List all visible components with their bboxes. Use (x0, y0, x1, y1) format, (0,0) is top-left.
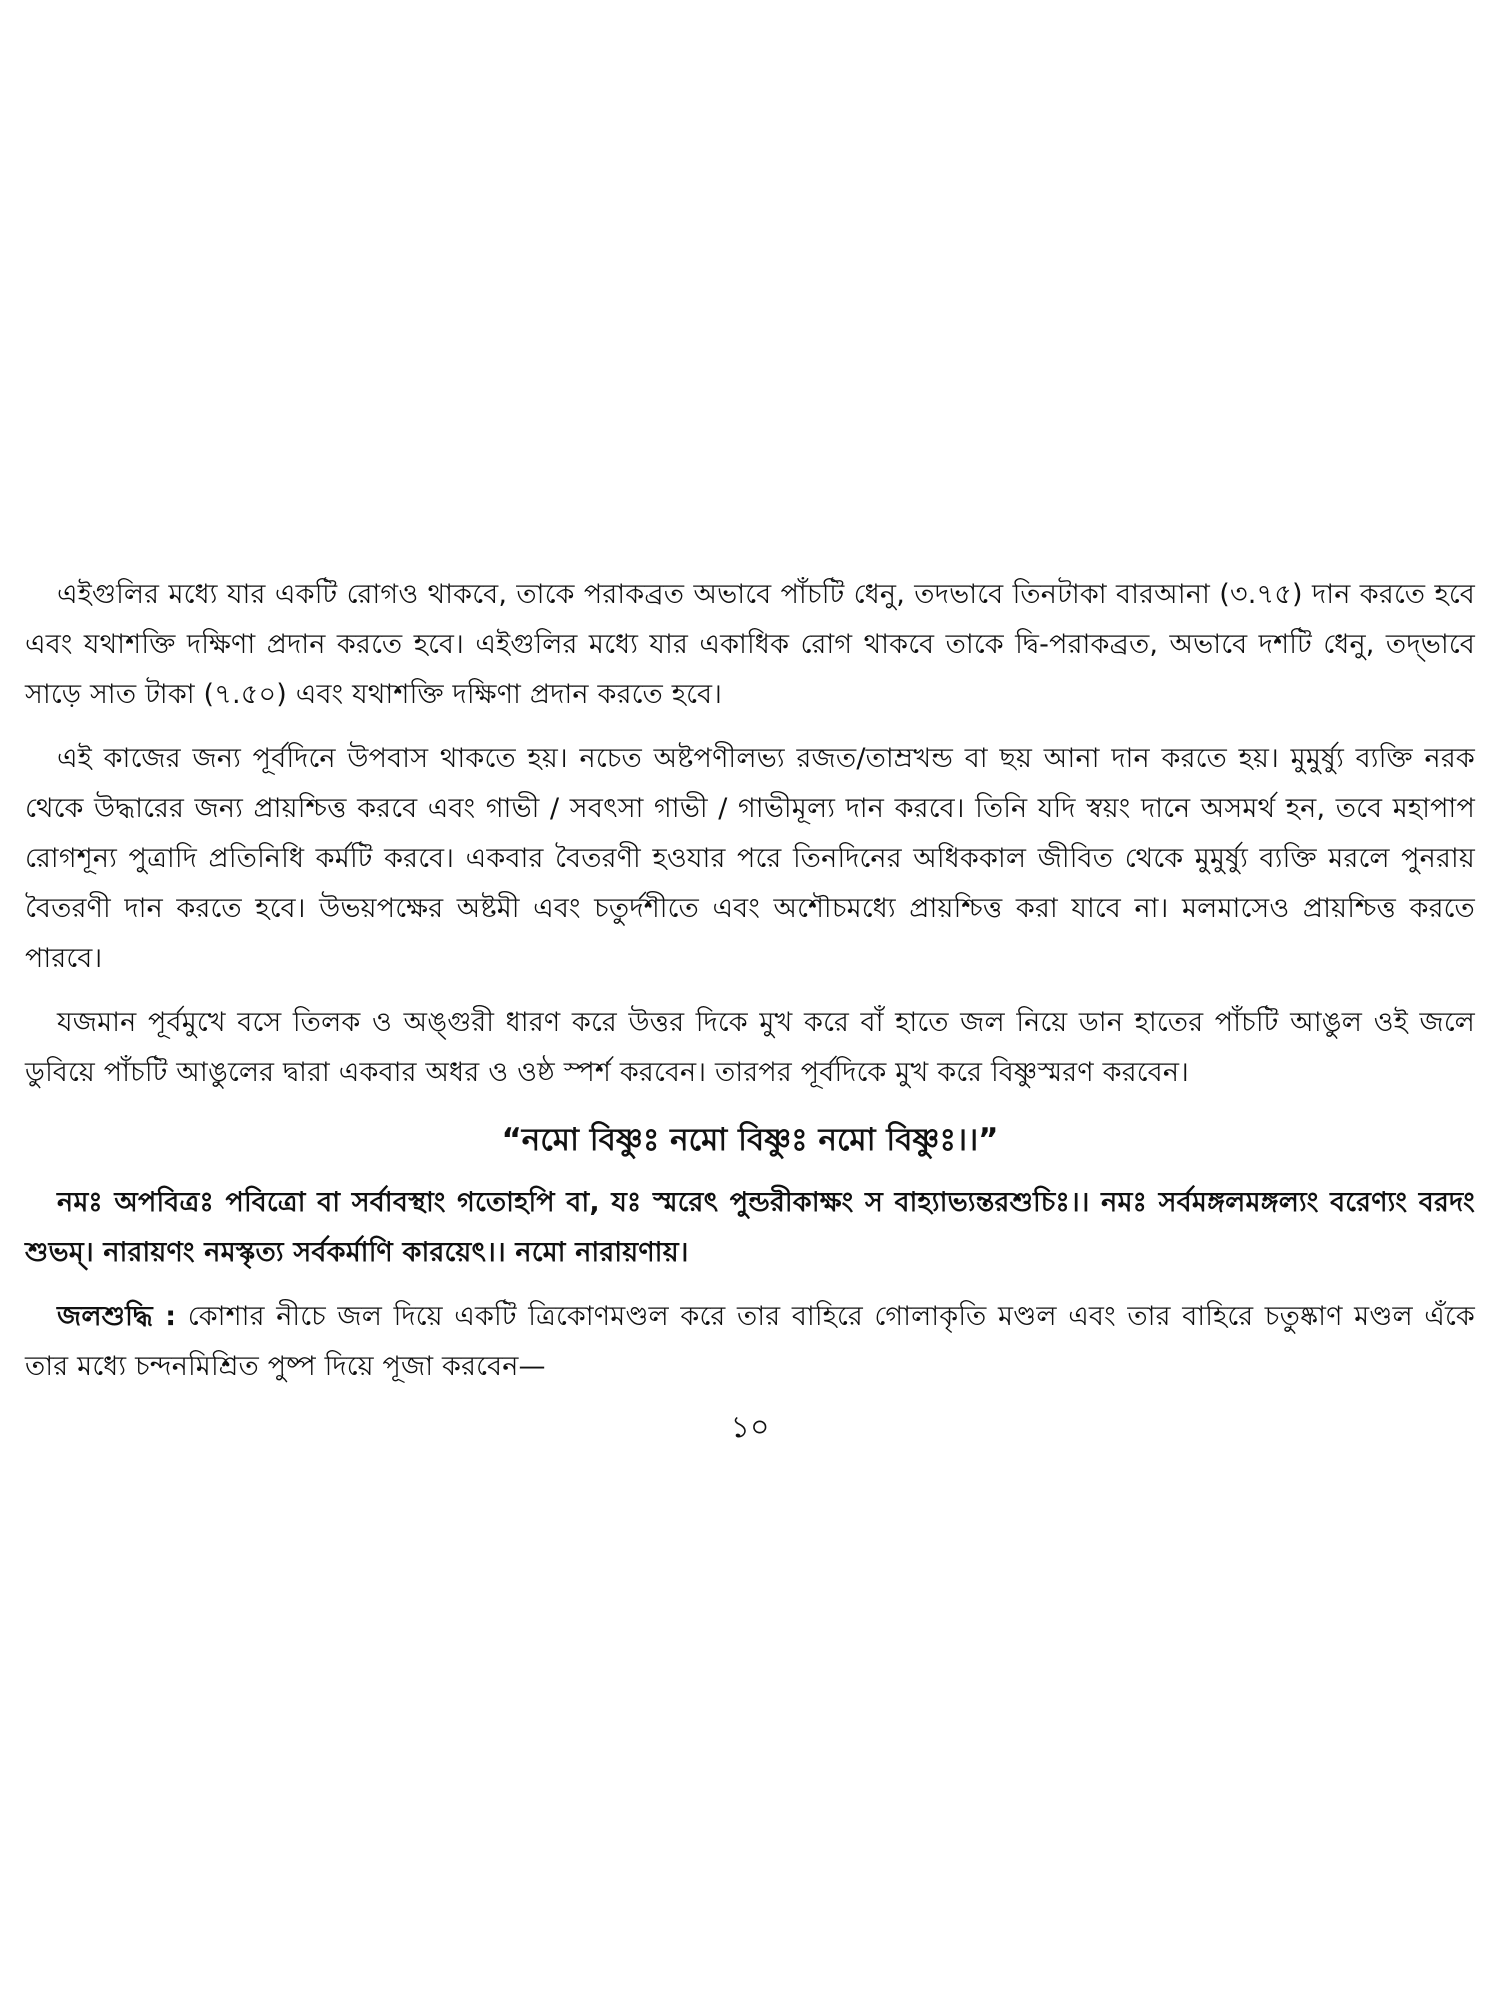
page-number: ১০ (730, 1410, 770, 1445)
document-body (25, 570, 1475, 1406)
jalashuddhi-text: কোশার নীচে জল দিয়ে একটি ত্রিকোণমণ্ডল করে তার বাহিরে গোলাকৃতি মণ্ডল এবং তার বাহিরে চতুষ্কাণ মণ্ডল এঁকে তার মধ্যে চন্দনমিশ্রিত পুষ্প দিয়ে পূজা করবেন— (25, 1301, 1475, 1382)
purification-sloka: নমঃ অপবিত্রঃ পবিত্রো বা সর্বাবস্থাং গতোহপি বা, যঃ স্মরেৎ পুন্ডরীকাক্ষং স বাহ্যাভ্যন্তরশুচিঃ।। নমঃ সর্বমঙ্গলমঙ্গল্যং বরেণ্যং বরদং শুভম্। নারায়ণং নমস্কৃত্য সর্বকর্মাণি কারয়েৎ।। নমো নারায়ণায়। (25, 1187, 1475, 1268)
paragraph-vaitarani-rules: এই কাজের জন্য পূর্বদিনে উপবাস থাকতে হয়। নচেত অষ্টপণীলভ্য রজত/তাম্রখন্ড বা ছয় আনা দান করতে হয়। মুমুর্ষ্যু ব্যক্তি নরক থেকে উদ্ধারের জন্য প্রায়শ্চিত্ত করবে এবং গাভী / সবৎসা গাভী / গাভীমূল্য দান করবে। তিনি যদি স্বয়ং দানে অসমর্থ হন, তবে মহাপাপ রোগশূন্য পুত্রাদি প্রতিনিধি কর্মটি করবে। একবার বৈতরণী হওযার পরে তিনদিনের অধিককাল জীবিত থেকে মুমুর্ষ্যু ব্যক্তি মরলে পুনরায় বৈতরণী দান করতে হবে। উভয়পক্ষের অষ্টমী এবং চতুর্দশীতে এবং অশৌচমধ্যে প্রায়শ্চিত্ত করা যাবে না। মলমাসেও প্রায়শ্চিত্ত করতে পারবে। (25, 743, 1475, 974)
vishnu-mantra: “নমো বিষ্ণুঃ নমো বিষ্ণুঃ নমো বিষ্ণুঃ।।” (501, 1122, 999, 1158)
paragraph-yajaman-instructions: যজমান পূর্বমুখে বসে তিলক ও অঙ্গুরী ধারণ করে উত্তর দিকে মুখ করে বাঁ হাতে জল নিয়ে ডান হাতের পাঁচটি আঙুল ওই জলে ডুবিয়ে পাঁচটি আঙুলের দ্বারা একবার অধর ও ওষ্ঠ স্পর্শ করবেন। তারপর পূর্বদিকে মুখ করে বিষ্ণুস্মরণ করবেন। (25, 1007, 1475, 1088)
paragraph-penance-rules: এইগুলির মধ্যে যার একটি রোগও থাকবে, তাকে পরাকব্রত অভাবে পাঁচটি ধেনু, তদভাবে তিনটাকা বারআনা (৩.৭৫) দান করতে হবে এবং যথাশক্তি দক্ষিণা প্রদান করতে হবে। এইগুলির মধ্যে যার একাধিক রোগ থাকবে তাকে দ্বি-পরাকব্রত, অভাবে দশটি ধেনু, তদ্‌ভাবে সাড়ে সাত টাকা (৭.৫০) এবং যথাশক্তি দক্ষিণা প্রদান করতে হবে। (25, 579, 1475, 710)
paragraph-jalashuddhi (25, 1292, 1475, 1392)
jalashuddhi-heading: জলশুদ্ধি : (57, 1301, 177, 1332)
